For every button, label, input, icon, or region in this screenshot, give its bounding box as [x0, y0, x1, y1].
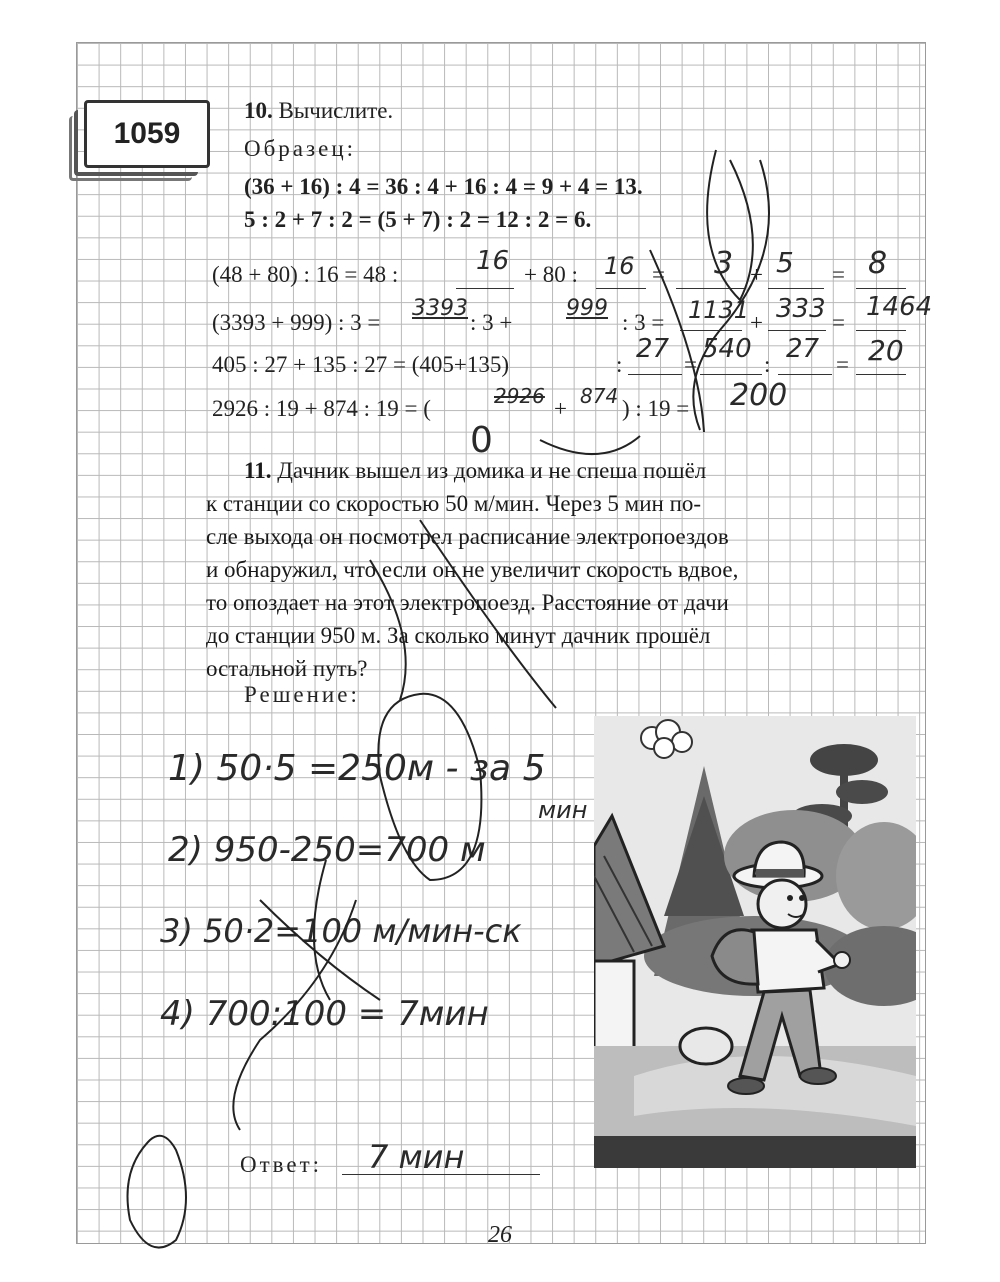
solution-label: Решение:	[244, 682, 360, 707]
task11-line-6: до станции 950 м. За сколько минут дачник прошёл	[206, 623, 711, 648]
task11-line-3: сле выхода он посмотрел расписание электропоездов	[206, 524, 729, 549]
row1-printed-d: +	[750, 262, 763, 287]
teacher-grade: 0	[470, 420, 493, 461]
check-stroke	[420, 520, 556, 708]
row1-hw-3: 3	[714, 246, 734, 281]
row1-printed-b: + 80 :	[524, 262, 578, 287]
row3-printed-b: :	[616, 352, 623, 377]
row1-printed-e: =	[832, 262, 845, 287]
task11-line-4: и обнаружил, что если он не увеличит скорость вдвое,	[206, 557, 739, 582]
row3-printed-e: =	[836, 352, 849, 377]
row4-hw-1: 2926	[494, 384, 545, 408]
check-stroke	[260, 900, 380, 1000]
task11-line-1-text: Дачник вышел из домика и не спеша пошёл	[277, 458, 707, 483]
row2-printed-a: (3393 + 999) : 3 =	[212, 310, 381, 335]
row1-printed-c: =	[652, 262, 665, 287]
task10-number: 10.	[244, 98, 273, 123]
row1-hw-2: 16	[604, 252, 635, 280]
task10-title: Вычислите.	[278, 98, 394, 123]
row2-printed-b: : 3 +	[470, 310, 513, 335]
row1-hw-1: 16	[476, 246, 510, 276]
row1-printed-a: (48 + 80) : 16 = 48 :	[212, 262, 399, 287]
row4-printed-a: 2926 : 19 + 874 : 19 = (	[212, 396, 431, 421]
row2-printed-d: +	[750, 310, 763, 335]
row2-hw-4: 333	[776, 294, 826, 324]
row1-hw-4: 5	[776, 246, 794, 279]
row4-hw-2: 874	[580, 384, 619, 408]
row2-printed-c: : 3 =	[622, 310, 665, 335]
check-stroke	[707, 150, 753, 300]
check-stroke	[370, 560, 406, 700]
step2-num: 2)	[168, 830, 203, 870]
row4-hw-3: 200	[730, 378, 788, 413]
row3-hw-4: 20	[868, 334, 904, 367]
row2-hw-5: 1464	[866, 292, 933, 322]
sample-line-1: (36 + 16) : 4 = 36 : 4 + 16 : 4 = 9 + 4 = 13.	[244, 174, 643, 199]
answer-value: 7 мин	[368, 1138, 465, 1176]
row3-hw-1: 27	[636, 334, 670, 364]
row3-printed-a: 405 : 27 + 135 : 27 = (405+135)	[212, 352, 510, 377]
sample-line-2: 5 : 2 + 7 : 2 = (5 + 7) : 2 = 12 : 2 = 6.	[244, 207, 592, 232]
row3-printed-c: =	[684, 352, 697, 377]
row2-hw-3: 1131	[688, 296, 750, 324]
task11-line-2: к станции со скоростью 50 м/мин. Через 5 мин по-	[206, 491, 702, 516]
task11-line-7: остальной путь?	[206, 656, 368, 681]
task11-number: 11.	[244, 458, 272, 483]
check-stroke	[540, 436, 640, 454]
row4-printed-c: ) : 19 =	[622, 396, 690, 421]
grade-circle	[378, 694, 481, 880]
row2-hw-1: 3393	[412, 296, 468, 321]
step1-text: 50·5 =250м - за 5	[216, 748, 546, 789]
step1-num: 1)	[168, 748, 205, 789]
task11-line-5: то опоздает на этот электропоезд. Расстояние от дачи	[206, 590, 729, 615]
page-number: 26	[488, 1222, 512, 1248]
row3-printed-d: :	[764, 352, 771, 377]
step4-num: 4)	[160, 994, 195, 1034]
check-stroke	[650, 250, 704, 432]
row3-hw-3: 27	[786, 334, 820, 364]
step1-extra: мин	[538, 796, 588, 824]
row2-printed-e: =	[832, 310, 845, 335]
row1-hw-5: 8	[868, 246, 888, 281]
step3-text: 50·2=100 м/мин-ск	[203, 912, 522, 950]
row3-hw-2: 540	[702, 334, 752, 364]
exercise-number: 1059	[113, 117, 181, 150]
check-stroke	[233, 900, 356, 1130]
step4-text: 700:100 = 7мин	[205, 994, 489, 1034]
sample-label: Образец:	[244, 136, 357, 161]
answer-label: Ответ:	[240, 1152, 323, 1177]
check-stroke	[693, 160, 769, 430]
row2-hw-2: 999	[566, 296, 608, 321]
big-zero-mark	[128, 1136, 187, 1248]
step3-num: 3)	[160, 912, 193, 950]
step2-text: 950-250=700 м	[213, 830, 486, 870]
row4-printed-b: +	[554, 396, 567, 421]
